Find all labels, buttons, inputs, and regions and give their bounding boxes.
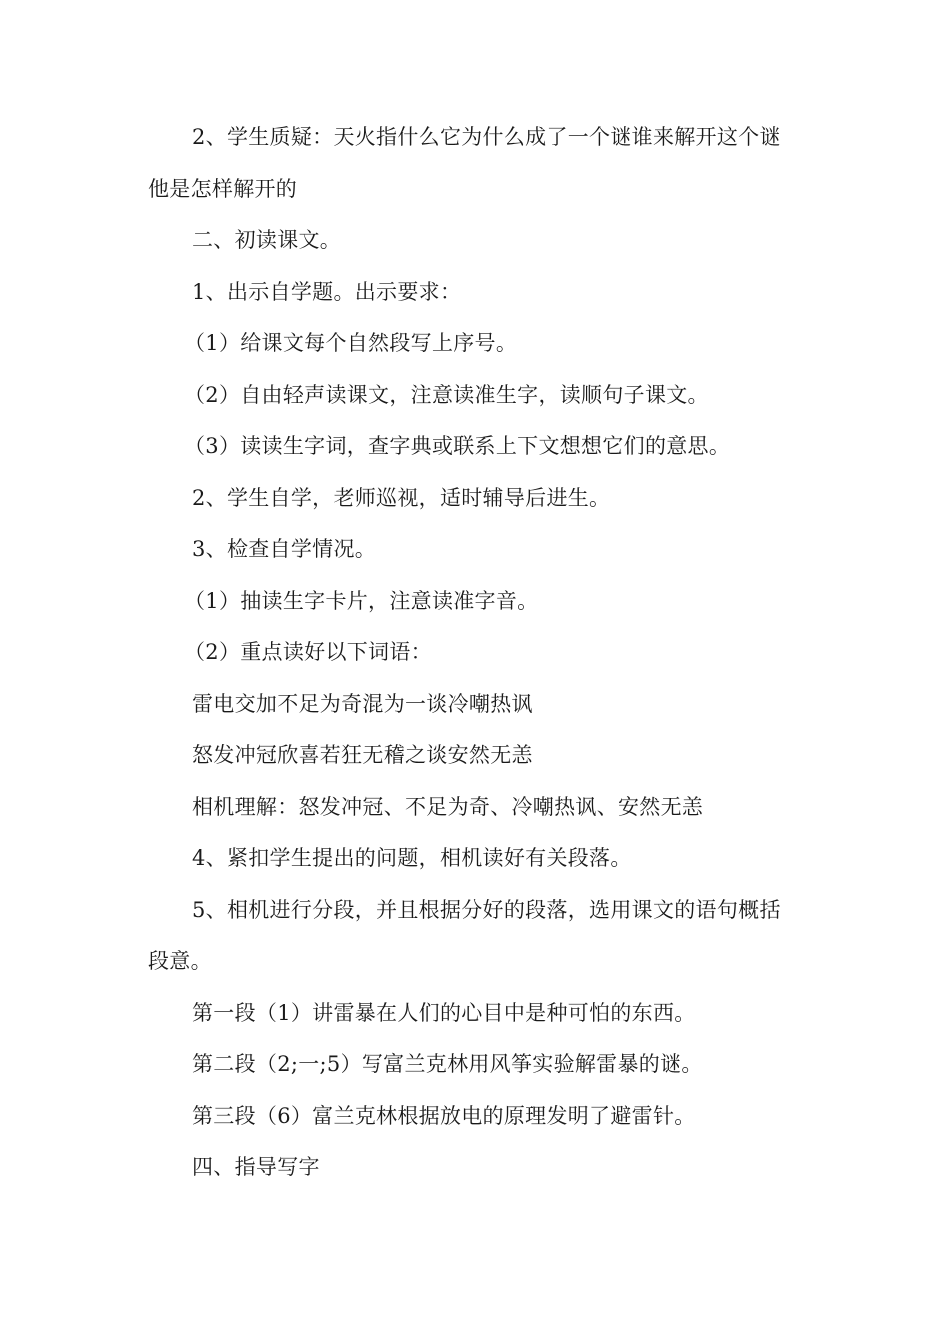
check-item-1: （1）抽读生字卡片，注意读准字音。 (184, 588, 539, 613)
check-item-2: （2）重点读好以下词语： (184, 640, 432, 664)
paragraph-student-questions: 2、学生质疑：天火指什么它为什么成了一个谜谁来解开这个谜他是怎样解开的 (148, 125, 781, 201)
document-body (148, 112, 798, 1194)
section-two-summary: 第二段（2;一;5）写富兰克林用风筝实验解雷暴的谜。 (192, 1052, 703, 1076)
vocabulary-line-2: 怒发冲冠欣喜若狂无稽之谈安然无恙 (192, 743, 533, 767)
requirement-item-2: （2）自由轻声读课文，注意读准生字，读顺句子课文。 (184, 382, 709, 407)
paragraph-read-sections: 4、紧扣学生提出的问题，相机读好有关段落。 (192, 846, 632, 870)
heading-first-reading: 二、初读课文。 (192, 228, 342, 252)
section-three-summary: 第三段（6）富兰克林根据放电的原理发明了避雷针。 (192, 1103, 696, 1128)
section-one-summary: 第一段（1）讲雷暴在人们的心目中是种可怕的东西。 (192, 1000, 696, 1025)
paragraph-segmentation: 5、相机进行分段，并且根据分好的段落，选用课文的语句概括段意。 (148, 897, 781, 973)
paragraph-self-study-topic: 1、出示自学题。出示要求： (192, 279, 462, 304)
heading-writing-guidance: 四、指导写字 (192, 1155, 320, 1179)
requirement-item-3: （3）读读生字词，查字典或联系上下文想想它们的意思。 (184, 434, 731, 458)
paragraph-self-study: 2、学生自学，老师巡视，适时辅导后进生。 (192, 485, 611, 510)
paragraph-check-study: 3、检查自学情况。 (192, 537, 377, 561)
paragraph-understanding: 相机理解：怒发冲冠、不足为奇、冷嘲热讽、安然无恙 (192, 794, 704, 819)
requirement-item-1: （1）给课文每个自然段写上序号。 (184, 331, 518, 355)
vocabulary-line-1: 雷电交加不足为奇混为一谈冷嘲热讽 (192, 691, 533, 716)
